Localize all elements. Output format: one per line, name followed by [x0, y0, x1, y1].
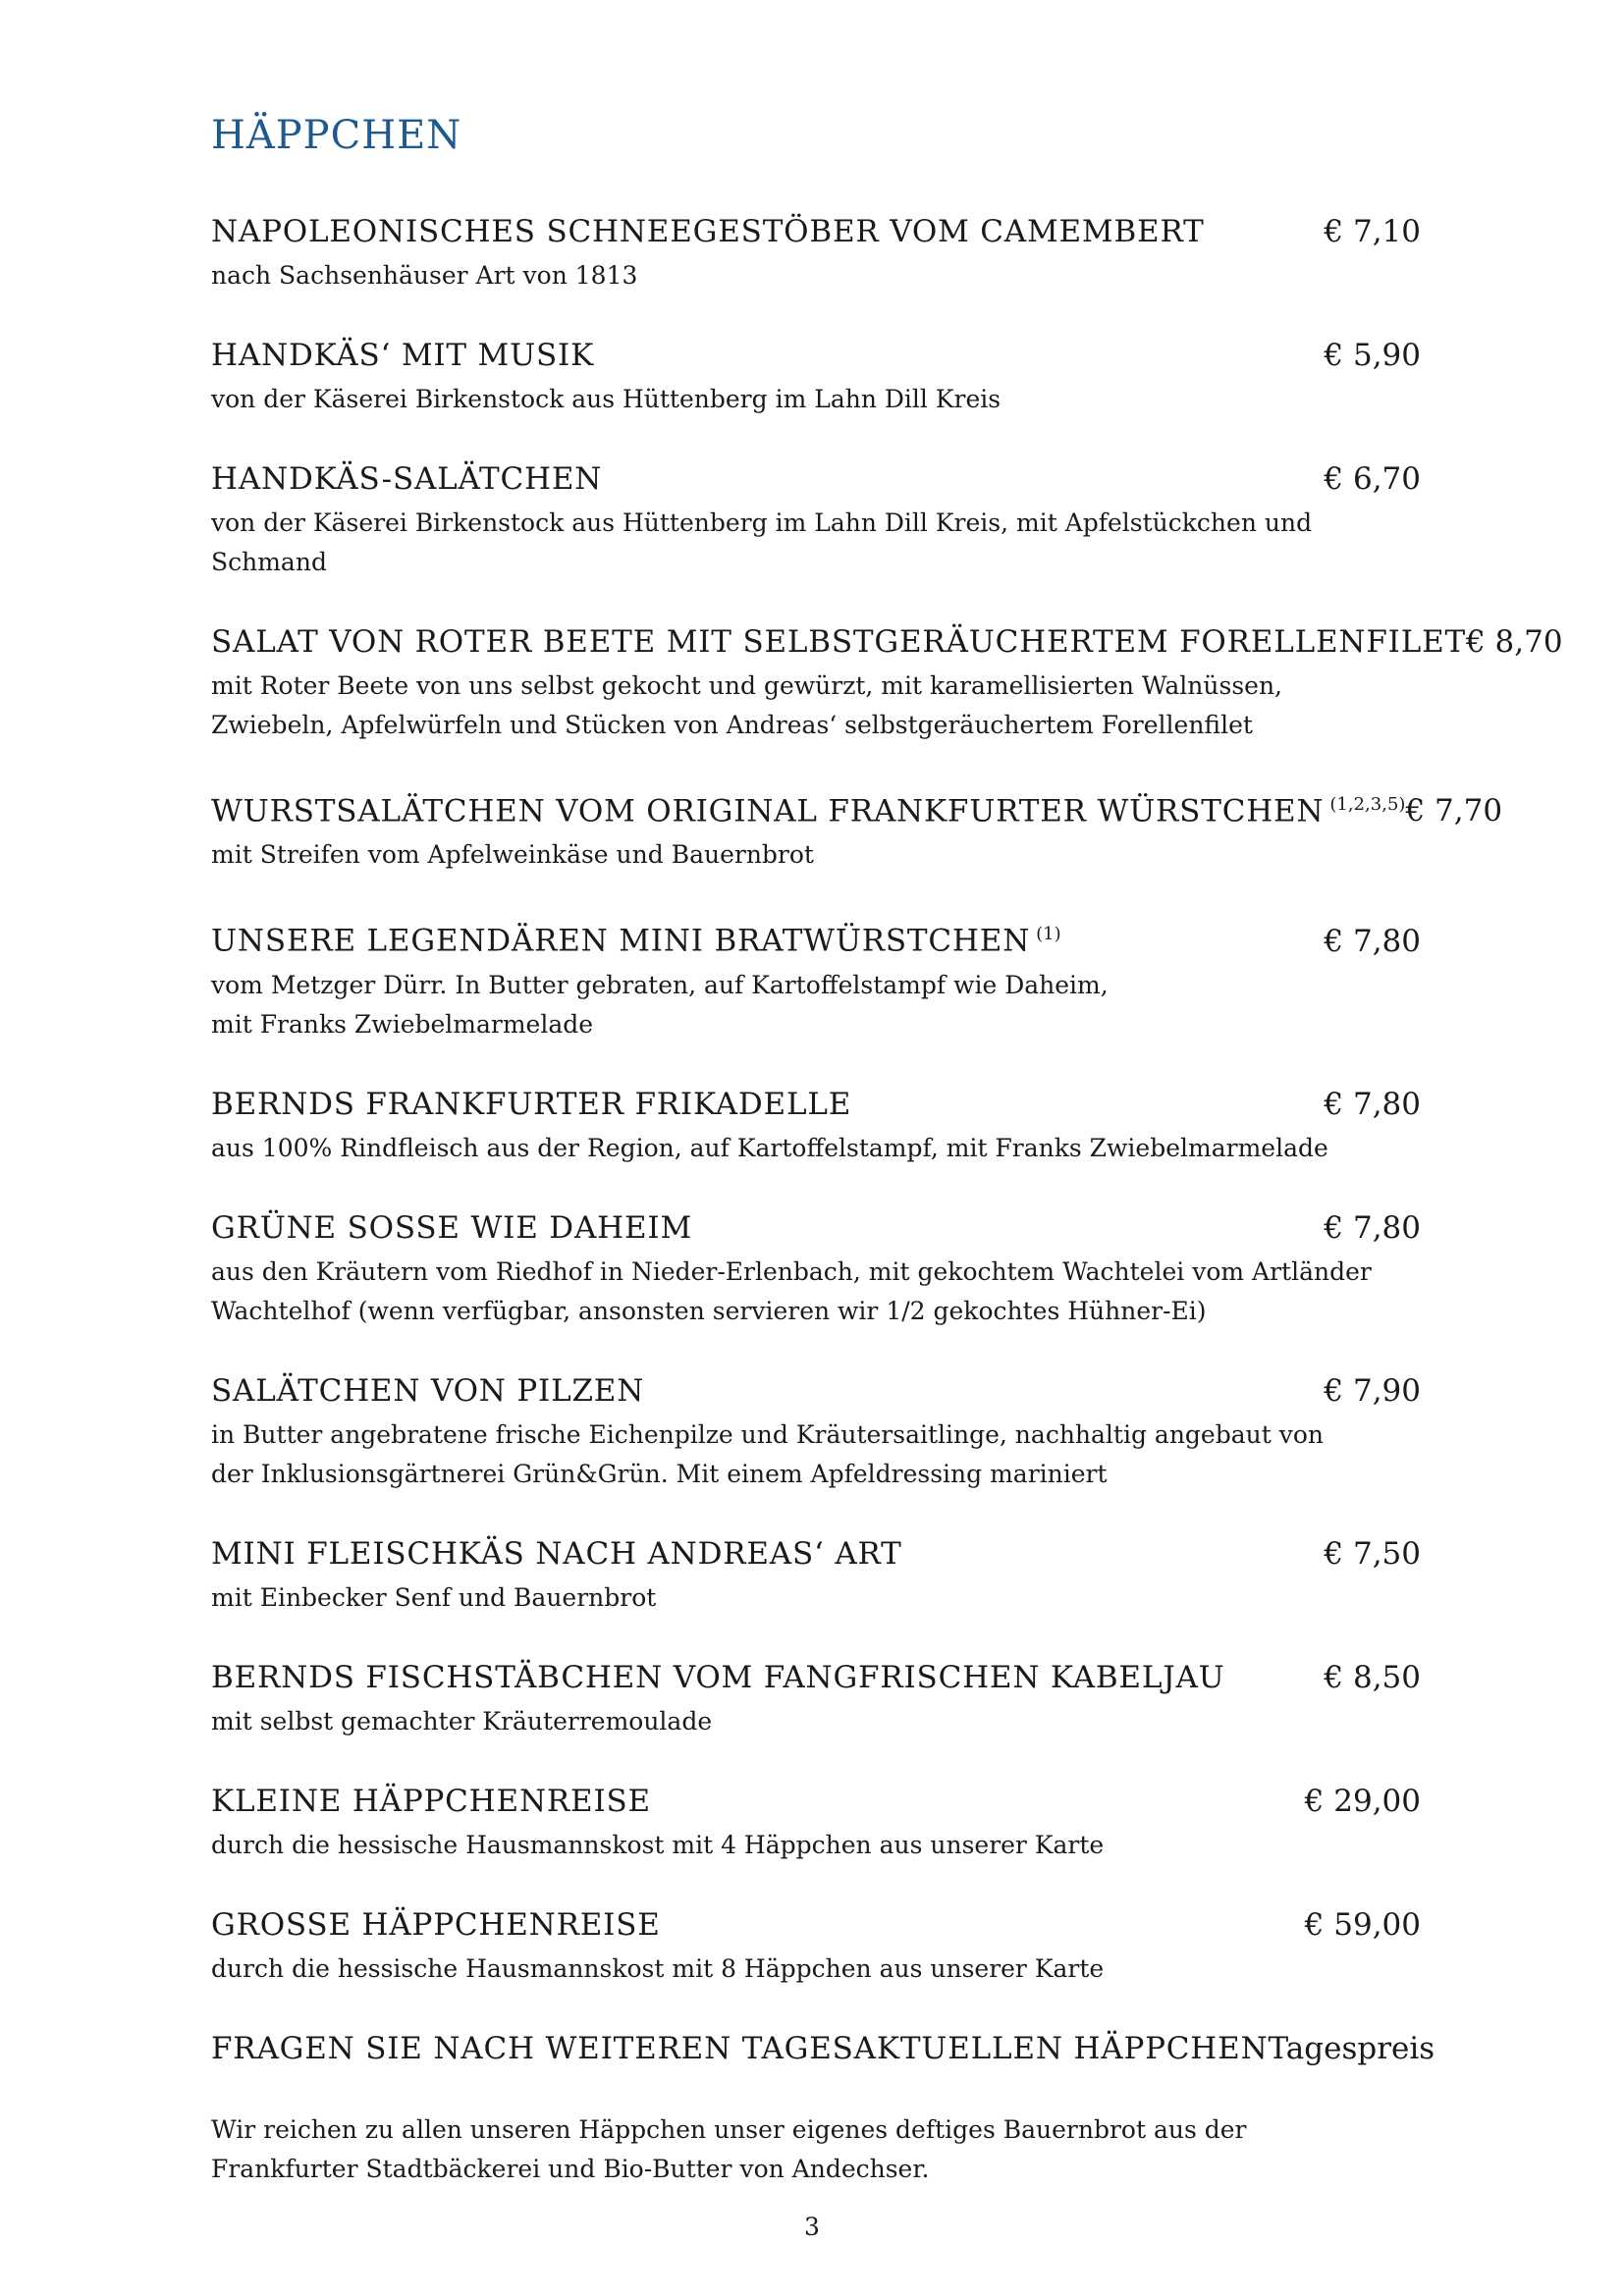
menu-item-header	[211, 619, 1563, 665]
menu-item-name	[211, 333, 594, 378]
menu-item-description: durch die hessische Hausmannskost mit 4 Häppchen aus unserer Karte	[211, 1830, 1105, 1859]
menu-item-price: € 7,80	[1324, 1086, 1421, 1122]
menu-item-name-text: MINI FLEISCHKÄS NACH ANDREAS‘ ART	[211, 1535, 902, 1572]
menu-item-description: in Butter angebratene frische Eichenpilze und Kräutersaitlinge, nachhaltig angebaut von der Inklusionsgärtnerei Grün&Grün. Mit einem Apfeldressing mariniert	[211, 1419, 1324, 1488]
menu-item-name	[211, 456, 602, 502]
menu-item-name	[211, 619, 1466, 665]
menu-item-name-text: UNSERE LEGENDÄREN MINI BRATWÜRSTCHEN	[211, 923, 1031, 959]
menu-item-header	[211, 1655, 1421, 1700]
menu-page	[211, 106, 1563, 2189]
menu-item-description: nach Sachsenhäuser Art von 1813	[211, 261, 638, 290]
menu-item-price: € 7,10	[1324, 214, 1421, 249]
section-title: HÄPPCHEN	[211, 113, 462, 158]
menu-item-price: € 6,70	[1324, 461, 1421, 497]
menu-item-header	[211, 1368, 1421, 1414]
menu-item-price: € 7,80	[1324, 923, 1421, 959]
menu-item-name-text: NAPOLEONISCHES SCHNEEGESTÖBER VOM CAMEMBERT	[211, 214, 1205, 249]
menu-item-name-text: GRÜNE SOSSE WIE DAHEIM	[211, 1209, 692, 1246]
allergen-footnote: (1)	[1036, 924, 1061, 945]
menu-item-header	[211, 1779, 1421, 1824]
menu-item-header	[211, 1082, 1421, 1127]
menu-item-name	[211, 1779, 651, 1824]
menu-item-name	[211, 209, 1205, 254]
menu-item	[211, 209, 1421, 295]
menu-item-header	[211, 2026, 1435, 2071]
menu-item	[211, 619, 1563, 745]
menu-items-list	[211, 209, 1563, 2071]
menu-item-name-text: HANDKÄS-SALÄTCHEN	[211, 461, 603, 497]
menu-item-name	[211, 2026, 1269, 2071]
menu-item-price: € 8,70	[1465, 624, 1563, 660]
menu-item-header	[211, 1205, 1421, 1251]
menu-item-description: vom Metzger Dürr. In Butter gebraten, auf Kartoffelstampf wie Daheim, mit Franks Zwiebelmarmelade	[211, 970, 1109, 1039]
menu-item	[211, 1531, 1421, 1618]
menu-item-name-text: GROSSE HÄPPCHENREISE	[211, 1906, 661, 1943]
menu-item-name-text: HANDKÄS‘ MIT MUSIK	[211, 338, 595, 373]
menu-item	[211, 1655, 1421, 1741]
menu-item-price: € 7,90	[1324, 1372, 1421, 1409]
menu-item	[211, 1082, 1421, 1168]
menu-item	[211, 1779, 1421, 1865]
menu-item-description: mit Streifen vom Apfelweinkäse und Bauernbrot	[211, 840, 814, 870]
menu-item-description: mit Einbecker Senf und Bauernbrot	[211, 1582, 657, 1612]
menu-item-price: € 7,50	[1324, 1535, 1421, 1572]
menu-item-price: € 5,90	[1324, 338, 1421, 373]
menu-item-name-text: BERNDS FRANKFURTER FRIKADELLE	[211, 1086, 852, 1122]
menu-item-description: von der Käserei Birkenstock aus Hüttenberg im Lahn Dill Kreis	[211, 385, 1001, 413]
menu-item-name-text: BERNDS FISCHSTÄBCHEN VOM FANGFRISCHEN KABELJAU	[211, 1659, 1225, 1695]
menu-item	[211, 1205, 1421, 1331]
menu-item-price: € 29,00	[1304, 1783, 1421, 1819]
allergen-footnote: (1,2,3,5)	[1329, 794, 1406, 815]
menu-item-name-text: SALAT VON ROTER BEETE MIT SELBSTGERÄUCHERTEM FORELLENFILET	[211, 624, 1466, 660]
menu-item-name	[211, 1655, 1225, 1700]
menu-item-description: durch die hessische Hausmannskost mit 8 Häppchen aus unserer Karte	[211, 1953, 1105, 1983]
page-number: 3	[804, 2213, 820, 2241]
menu-item-description: aus 100% Rindfleisch aus der Region, auf Kartoffelstampf, mit Franks Zwiebelmarmelade	[211, 1133, 1328, 1162]
menu-item-header	[211, 333, 1421, 378]
menu-item-price: € 8,50	[1324, 1659, 1421, 1695]
menu-item	[211, 912, 1421, 1043]
menu-item-name	[211, 912, 1061, 963]
menu-item-name-text: KLEINE HÄPPCHENREISE	[211, 1783, 651, 1819]
menu-item-name-text: WURSTSALÄTCHEN VOM ORIGINAL FRANKFURTER WÜRSTCHEN	[211, 793, 1325, 829]
menu-item-header	[211, 782, 1503, 833]
menu-item-description: mit Roter Beete von uns selbst gekocht und gewürzt, mit karamellisierten Walnüssen, Zwiebeln, Apfelwürfeln und Stücken von Andreas‘ selbstgeräuchertem Forellenfilet	[211, 671, 1282, 739]
menu-item-name	[211, 1082, 851, 1127]
menu-item-header	[211, 1902, 1421, 1948]
menu-item-name	[211, 1531, 902, 1576]
menu-item-name	[211, 1902, 661, 1948]
menu-item	[211, 2026, 1435, 2071]
menu-item	[211, 456, 1421, 582]
menu-item-price: € 59,00	[1304, 1906, 1421, 1943]
menu-item-header	[211, 209, 1421, 254]
menu-item-name-text: FRAGEN SIE NACH WEITEREN TAGESAKTUELLEN HÄPPCHEN	[211, 2030, 1269, 2066]
menu-item-name-text: SALÄTCHEN VON PILZEN	[211, 1372, 645, 1409]
menu-item-description: von der Käserei Birkenstock aus Hüttenberg im Lahn Dill Kreis, mit Apfelstückchen und Schmand	[211, 508, 1313, 576]
menu-item-header	[211, 912, 1421, 963]
menu-item-price: Tagespreis	[1268, 2030, 1435, 2066]
menu-item-description: mit selbst gemachter Kräuterremoulade	[211, 1706, 713, 1735]
menu-item	[211, 782, 1503, 875]
menu-item	[211, 1902, 1421, 1989]
menu-item-header	[211, 456, 1421, 502]
menu-item-price: € 7,80	[1324, 1209, 1421, 1246]
menu-item	[211, 1368, 1421, 1494]
menu-item-name	[211, 782, 1405, 833]
footer-note: Wir reichen zu allen unseren Häppchen unser eigenes deftiges Bauernbrot aus der Frankfurter Stadtbäckerei und Bio-Butter von Andechser.	[211, 2114, 1247, 2183]
menu-item-header	[211, 1531, 1421, 1576]
menu-item-price: € 7,70	[1405, 793, 1503, 829]
menu-item	[211, 333, 1421, 419]
menu-item-name	[211, 1205, 692, 1251]
menu-item-description: aus den Kräutern vom Riedhof in Nieder-Erlenbach, mit gekochtem Wachtelei vom Artländer Wachtelhof (wenn verfügbar, ansonsten servieren wir 1/2 gekochtes Hühner-Ei)	[211, 1256, 1372, 1325]
menu-item-name	[211, 1368, 644, 1414]
